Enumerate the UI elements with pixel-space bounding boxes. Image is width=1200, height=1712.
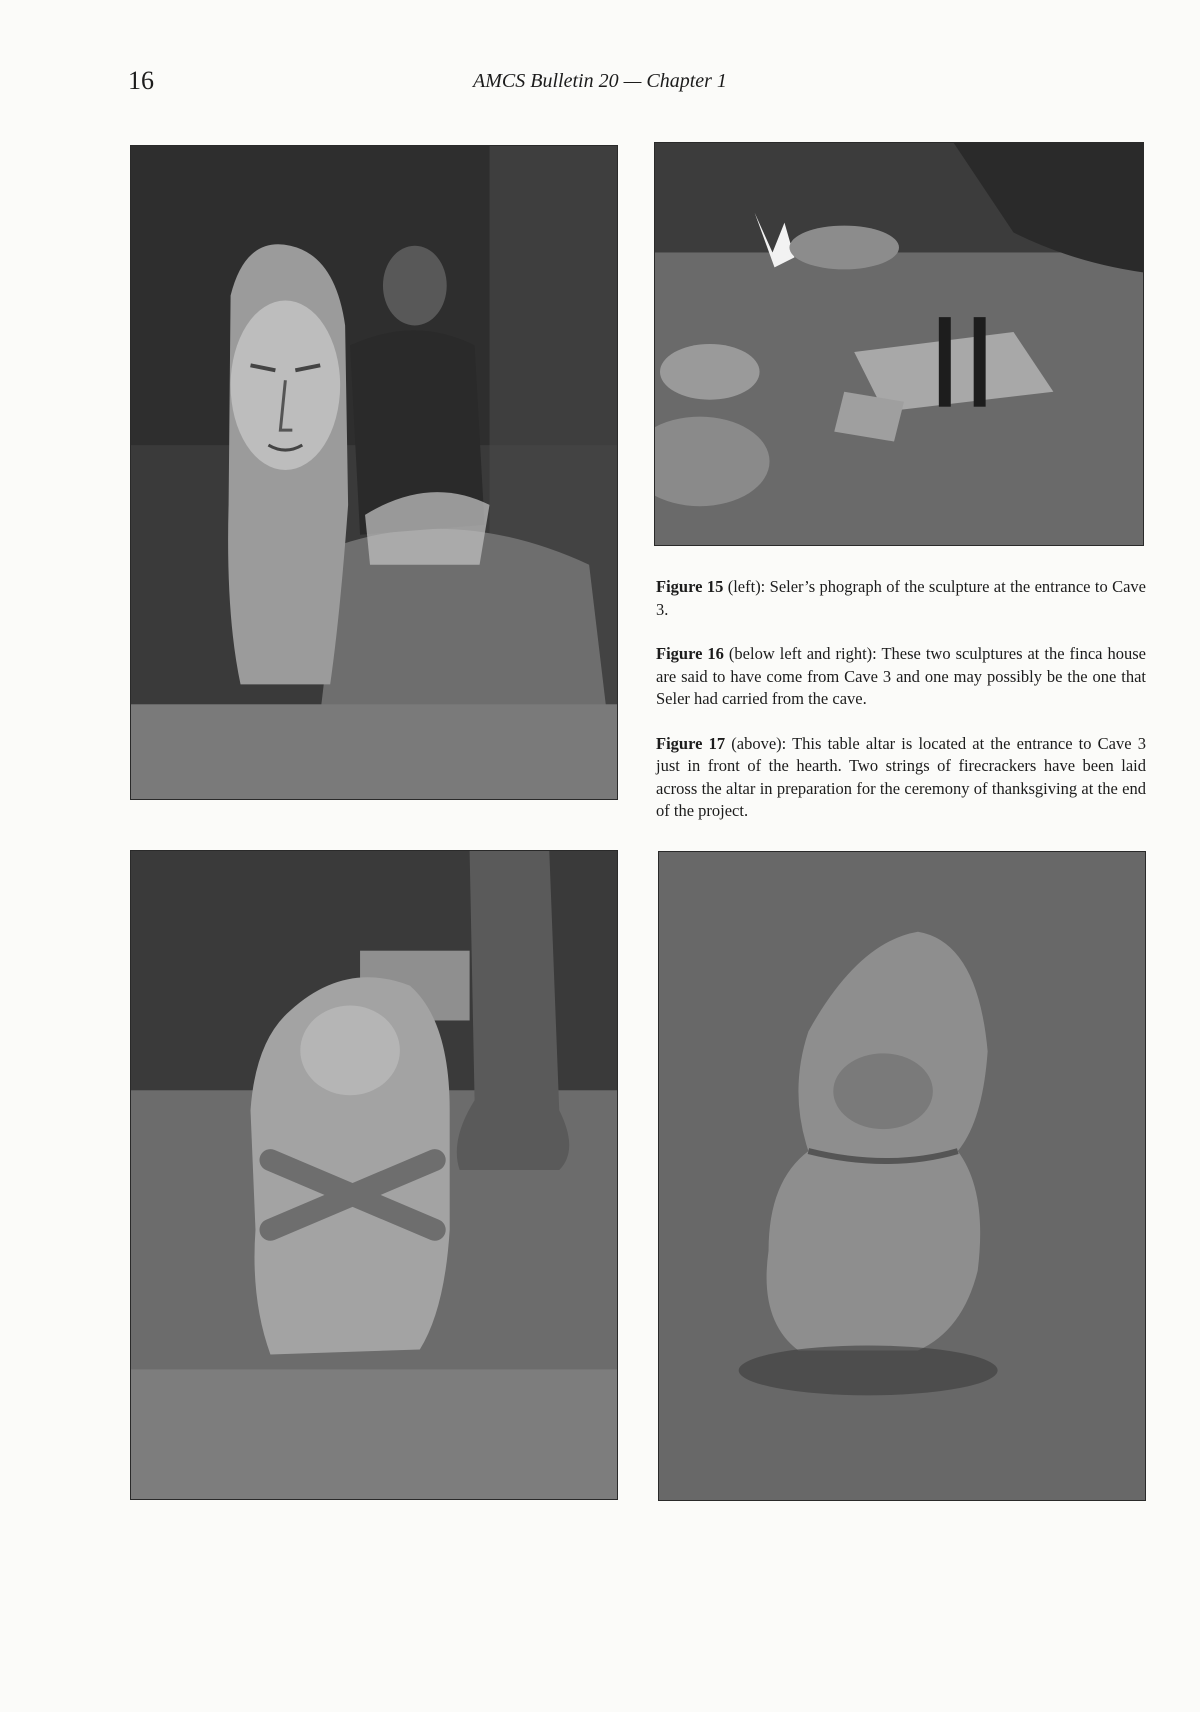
caption-text: (left): Seler’s phograph of the sculpture at the entrance to Cave 3. [656, 577, 1146, 619]
caption-figure-15 [656, 576, 1146, 621]
figure-16-left-photo [130, 850, 618, 1500]
caption-text: (above): This table altar is located at the entrance to Cave 3 just in front of the hearth. Two strings of firecrackers have been laid across the altar in preparation for the ceremony of thanksgiving at the end of the project. [656, 733, 1146, 820]
caption-label: Figure 16 [656, 644, 724, 663]
figure-17-photo [654, 142, 1144, 546]
caption-figure-16 [656, 643, 1146, 711]
caption-label: Figure 15 [656, 577, 724, 596]
figure-captions [656, 576, 1146, 845]
page-number: 16 [128, 66, 154, 95]
running-header: AMCS Bulletin 20 — Chapter 1 [473, 70, 727, 92]
caption-figure-17 [656, 733, 1146, 823]
figure-16-right-photo [658, 851, 1146, 1501]
caption-text: (below left and right): These two sculptures at the finca house are said to have come from Cave 3 and one may possibly be the one that Seler had carried from the cave. [656, 644, 1146, 708]
figure-15-photo [130, 145, 618, 800]
caption-label: Figure 17 [656, 733, 726, 753]
